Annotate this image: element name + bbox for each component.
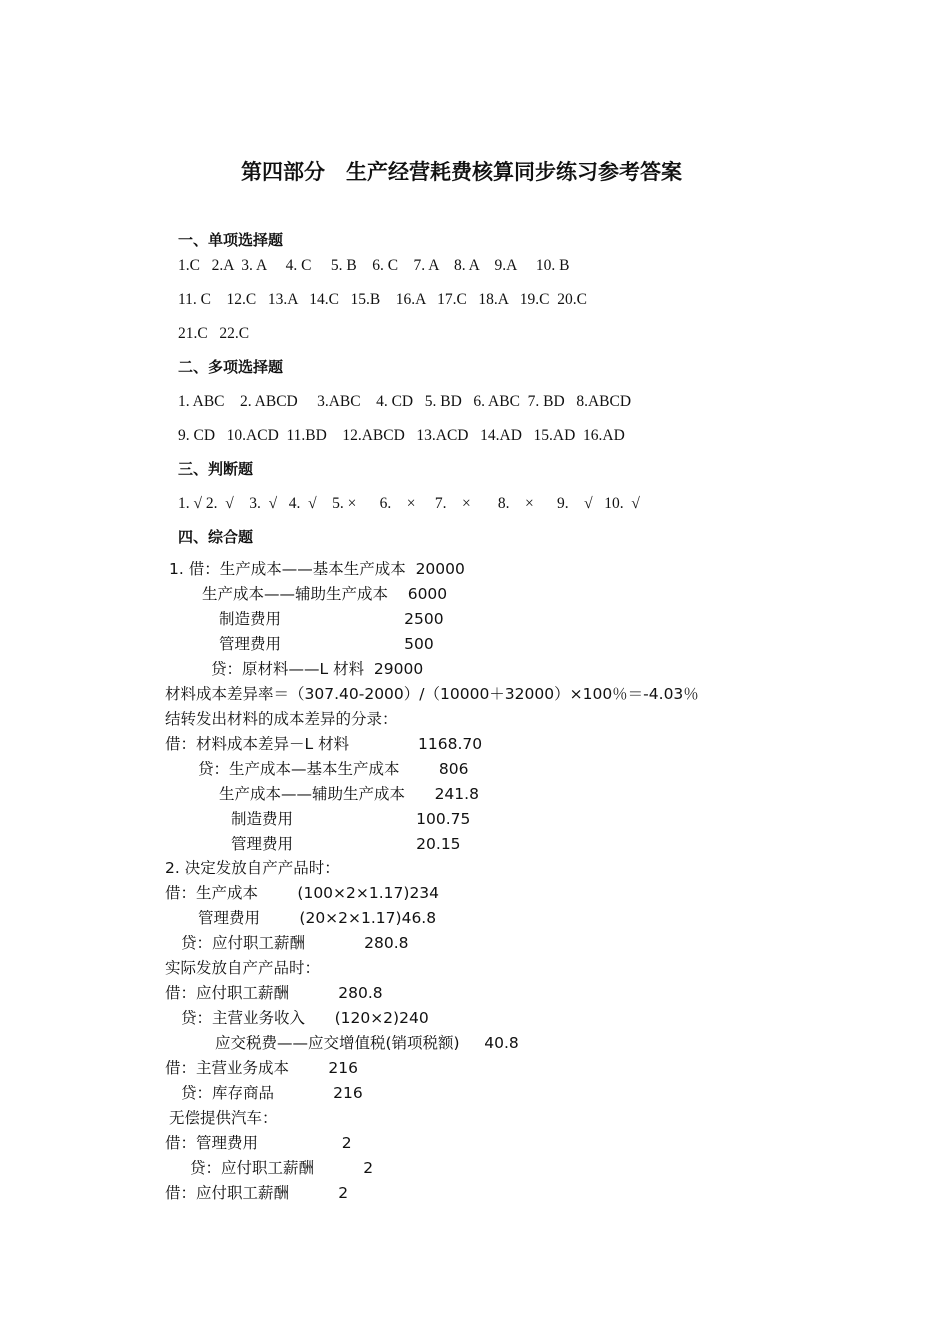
journal-line: 1. 借：生产成本——基本生产成本 20000 [169,560,465,578]
section-heading-comprehensive: 四、综合题 [178,528,254,546]
journal-line: 材料成本差异率＝（307.40-2000）/（10000＋32000）×100％＝-4.03％ [165,685,699,703]
journal-line: 制造费用 2500 [219,610,444,628]
section-heading-true-false: 三、判断题 [178,460,254,478]
journal-line: 应交税费——应交增值税(销项税额) 40.8 [215,1034,519,1052]
journal-line: 贷：生产成本—基本生产成本 806 [198,760,469,778]
section-heading-multiple-choice: 二、多项选择题 [178,358,284,376]
journal-line: 贷：原材料——L 材料 29000 [211,660,424,678]
journal-line: 无偿提供汽车： [169,1109,278,1127]
journal-line: 贷：应付职工薪酬 280.8 [181,934,409,952]
journal-line: 借：应付职工薪酬 280.8 [165,984,383,1002]
answer-line: 11. C 12.C 13.A 14.C 15.B 16.A 17.C 18.A 19.C 20.C [178,291,587,308]
page-title: 第四部分 生产经营耗费核算同步练习参考答案 [241,160,682,184]
answer-line: 21.C 22.C [178,325,250,342]
journal-line: 贷：应付职工薪酬 2 [190,1159,374,1177]
journal-line: 2. 决定发放自产产品时： [165,859,340,877]
journal-line: 贷：库存商品 216 [181,1084,363,1102]
journal-line: 借：管理费用 2 [165,1134,352,1152]
journal-line: 生产成本——辅助生产成本 241.8 [219,785,479,803]
journal-line: 制造费用 100.75 [231,810,471,828]
journal-line: 管理费用 (20×2×1.17)46.8 [198,909,437,927]
journal-line: 借：主营业务成本 216 [165,1059,359,1077]
journal-line: 管理费用 500 [219,635,434,653]
journal-line: 结转发出材料的成本差异的分录： [165,710,398,728]
answer-line: 1. √ 2. √ 3. √ 4. √ 5. × 6. × 7. × 8. × 9. √ 10. √ [178,495,640,512]
journal-line: 借：应付职工薪酬 2 [165,1184,349,1202]
journal-line: 借：材料成本差异－L 材料 1168.70 [165,735,483,753]
journal-line: 实际发放自产产品时： [165,959,321,977]
journal-line: 借：生产成本 (100×2×1.17)234 [165,884,440,902]
section-heading-single-choice: 一、单项选择题 [178,231,284,249]
journal-line: 贷：主营业务收入 (120×2)240 [181,1009,429,1027]
journal-line: 管理费用 20.15 [231,835,461,853]
answer-line: 1. ABC 2. ABCD 3.ABC 4. CD 5. BD 6. ABC 7. BD 8.ABCD [178,393,632,410]
answer-line: 1.C 2.A 3. A 4. C 5. B 6. C 7. A 8. A 9.A 10. B [178,257,570,274]
answer-line: 9. CD 10.ACD 11.BD 12.ABCD 13.ACD 14.AD 15.AD 16.AD [178,427,625,444]
journal-line: 生产成本——辅助生产成本 6000 [202,585,448,603]
